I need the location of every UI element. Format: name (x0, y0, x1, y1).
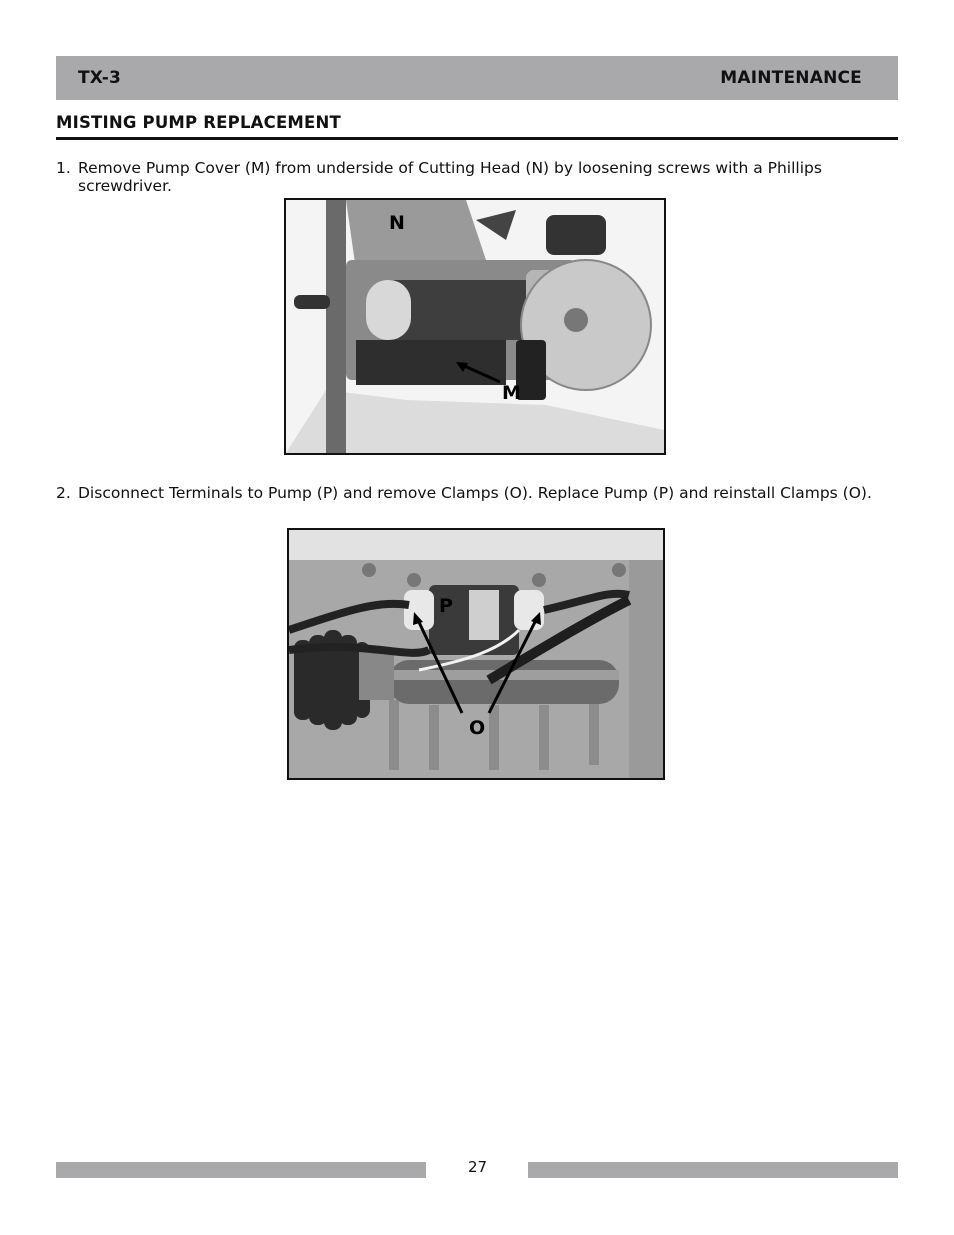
cutting-head-photo (284, 198, 666, 455)
label-m: M (502, 382, 521, 404)
page-number: 27 (467, 1158, 488, 1176)
footer-bar-right (528, 1162, 898, 1178)
pump-photo (287, 528, 665, 780)
section-name: MAINTENANCE (720, 68, 862, 88)
section-title: MISTING PUMP REPLACEMENT (56, 113, 341, 132)
step-text: Disconnect Terminals to Pump (P) and remove Clamps (O). Replace Pump (P) and reinstall Clamps (O). (78, 484, 872, 502)
section-divider (56, 137, 898, 140)
label-n: N (389, 212, 405, 234)
model-name: TX-3 (78, 68, 122, 88)
step-number: 2. (56, 484, 71, 502)
footer-bar-left (56, 1162, 426, 1178)
step-1 (56, 159, 916, 195)
step-text: Remove Pump Cover (M) from underside of Cutting Head (N) by loosening screws with a Phillips screwdriver. (78, 159, 822, 195)
header-bar (56, 56, 898, 100)
step-2 (56, 484, 916, 502)
step-number: 1. (56, 159, 71, 177)
label-p: P (439, 595, 453, 617)
label-o: O (469, 717, 486, 739)
